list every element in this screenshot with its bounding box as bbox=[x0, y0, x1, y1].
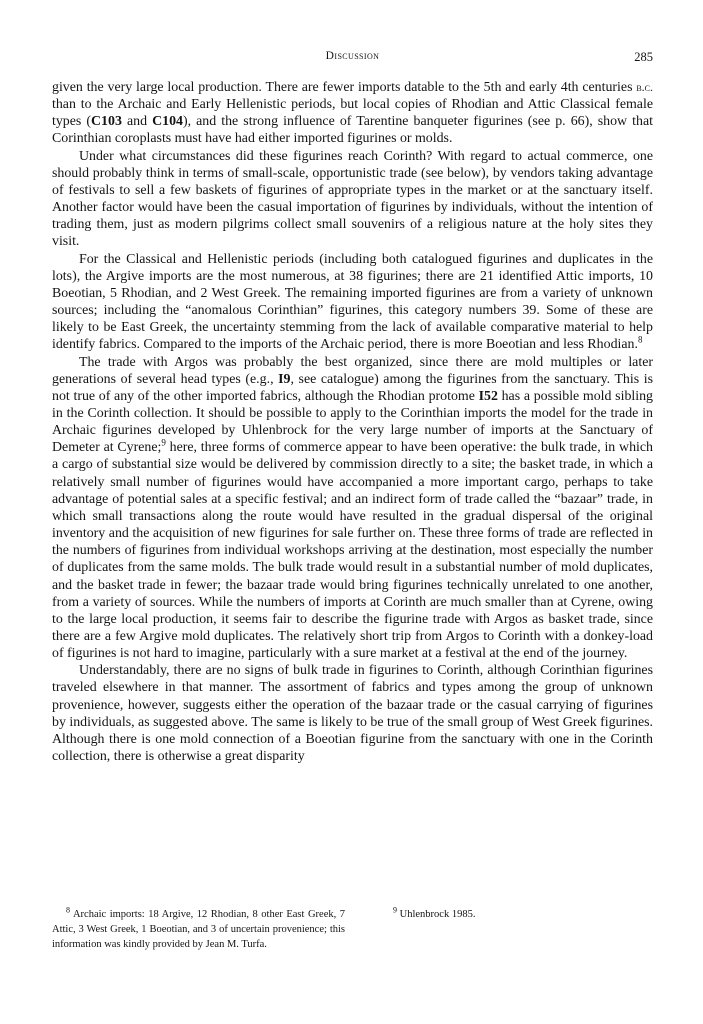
page-header bbox=[52, 50, 653, 68]
paragraph-3: For the Classical and Hellenistic periods (including both catalogued figurines and duplicates in the lots), the Argive imports are the most numerous, at 38 figurines; there are 21 identified Attic imports, 10 Boeotian, 5 Rhodian, and 2 West Greek. The remaining imported figurines are from a variety of unknown sources; including the “anomalous Corinthian” figurines, this category numbers 39. Some of these are likely to be East Greek, the uncertainty stemming from the lack of available comparative material to help identify fabrics. Compared to the imports of the Archaic period, there is more Boeotian and less Rhodian.$^8$ bbox=[52, 251, 653, 353]
era-abbreviation: b.c. bbox=[636, 80, 653, 94]
paragraph-5: Understandably, there are no signs of bulk trade in figurines to Corinth, although Corinthian figurines traveled elsewhere in that manner. The assortment of fabrics and types among the group of unknown provenience, however, suggests either the operation of the bazaar trade or the casual carrying of figurines by individuals, as suggested above. The same is likely to be true of the small group of West Greek figurines. Although there is one mold connection of a Boeotian figurine from the sanctuary with one in the Corinth collection, there is otherwise a great disparity bbox=[52, 663, 653, 765]
footnote-8-number: 8 bbox=[66, 905, 70, 915]
catalogue-ref-i52: I52 bbox=[478, 388, 498, 404]
footnote-9-number: 9 bbox=[393, 905, 397, 915]
footnote-8-text: Archaic imports: 18 Argive, 12 Rhodian, 8 other East Greek, 7 Attic, 3 West Greek, 1 Boeotian, and 3 of uncertain provenience; this information was kindly provided by Jean M. Turfa. bbox=[52, 909, 345, 951]
footnote-ref-8: 8 bbox=[637, 334, 643, 345]
paragraph-4: The trade with Argos was probably the best organized, since there are mold multiples or later generations of several head types (e.g., I9, see catalogue) among the figurines from the sanctuary. This is not true of any of the other imported fabrics, although the Rhodian protome I52 has a possible mold sibling in the Corinth collection. It should be possible to apply to the Corinthian imports the model for the trade in Archaic figurines developed by Uhlenbrock for the very large number of imports at the Sanctuary of Demeter at Cyrene;$^9$ here, three forms of commerce appear to have been operative: the bulk trade, in which a cargo of substantial size would be delivered by commission directly to a site; the basket trade, in which a relatively small number of figurines would have accompanied a more important cargo, perhaps to take advantage of potential sales at a specific festival; and an indirect form of trade called the “bazaar” trade, in which small transactions along the route would have resulted in the gradual dispersal of the original inventory and the acquisition of new figurines for sale further on. These three forms of trade are reflected in the numbers of figurines from individual workshops arriving at the destination, most especially the number of duplicates from the same molds. The bulk trade would result in a substantial number of mold duplicates, and the basket trade in fewer; the bazaar trade would bring figurines technically unrelated to one another, from a variety of sources. While the numbers of imports at Corinth are much smaller than at Cyrene, owing to the large local production, it seems fair to describe the figurine trade with Argos as basket trade, since there are a few Argive mold duplicates. The relatively short trip from Argos to Corinth with a donkey-load of figurines is not hard to imagine, particularly with a sure market at a festival at the end of the journey. bbox=[52, 354, 654, 662]
footnote-9-text: Uhlenbrock 1985. bbox=[399, 909, 476, 920]
body-text bbox=[52, 79, 653, 765]
footnote-ref-9: 9 bbox=[161, 437, 166, 448]
footnote-9 bbox=[379, 907, 653, 922]
running-head: Discussion bbox=[325, 50, 380, 62]
catalogue-ref-i9: I9 bbox=[278, 371, 291, 387]
page-number: 285 bbox=[634, 50, 653, 64]
catalogue-ref-c103: C103 bbox=[91, 114, 122, 130]
paragraph-1: given the very large local production. There are fewer imports datable to the 5th and early 4th centuries b.c. than to the Archaic and Early Hellenistic periods, but local copies of Rhodian and Attic Classical female types (C103 and C104), and the strong influence of Tarentine banqueter figurines (see p. 66), show that Corinthian coroplasts must have had either imported figurines or molds. bbox=[52, 80, 653, 147]
paragraph-2: Under what circumstances did these figurines reach Corinth? With regard to actual commerce, one should probably think in terms of small-scale, opportunistic trade (see below), by vendors taking advantage of festivals to sell a few baskets of figurines of appropriate types in the market or at the sanctuary itself. Another factor would have been the casual importation of figurines by individuals, without the intention of trading them, just as modern pilgrims collect small souvenirs of a religious nature at the holy sites they visit. bbox=[52, 148, 653, 250]
catalogue-ref-c104: C104 bbox=[152, 114, 183, 130]
footnote-8 bbox=[52, 907, 345, 953]
